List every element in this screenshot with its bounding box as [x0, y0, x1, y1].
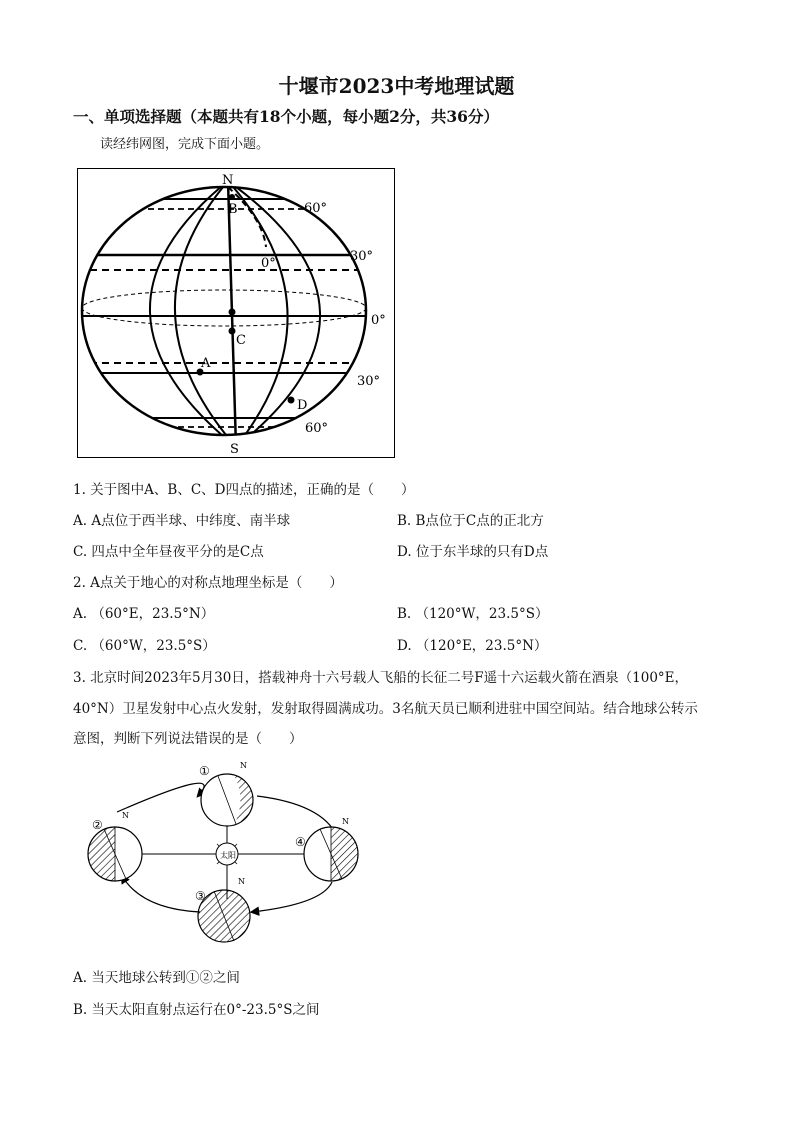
label-lat60-bottom: 60° [305, 421, 329, 436]
label-north: N [222, 173, 234, 188]
label-position-4: ④ [295, 835, 306, 849]
question-2-option-c[interactable]: C. （60°W，23.5°S） [73, 638, 216, 654]
label-point-d: D [297, 398, 308, 413]
question-3-stem-line1: 3. 北京时间2023年5月30日，搭载神舟十六号载人飞船的长征二号F遥十六运载火箭在酒泉（100°E， [73, 670, 689, 686]
label-point-b: B [228, 202, 238, 217]
north-label-1: N [240, 761, 247, 770]
question-2-option-a[interactable]: A. （60°E，23.5°N） [73, 606, 215, 622]
label-lat60-top: 60° [304, 201, 328, 216]
question-3-stem-line2: 40°N）卫星发射中心点火发射，发射取得圆满成功。3名航天员已顺利进驻中国空间站。结合地球公转示 [73, 701, 698, 717]
question-1-option-d[interactable]: D. 位于东半球的只有D点 [397, 544, 549, 560]
label-lat30-bottom: 30° [357, 374, 381, 389]
question-1-option-c[interactable]: C. 四点中全年昼夜平分的是C点 [73, 544, 264, 560]
intro-text: 读经纬网图，完成下面小题。 [100, 137, 270, 152]
earth-position-2 [88, 827, 142, 881]
globe-outline [82, 187, 366, 435]
question-3-option-a[interactable]: A. 当天地球公转到①②之间 [73, 970, 240, 986]
section-heading: 一、单项选择题（本题共有18个小题，每小题2分，共36分） [73, 107, 499, 126]
question-2-option-b[interactable]: B. （120°W，23.5°S） [397, 606, 549, 622]
question-2-option-d[interactable]: D. （120°E，23.5°N） [397, 638, 548, 654]
label-position-2: ② [92, 818, 103, 832]
question-1-option-b[interactable]: B. B点位于C点的正北方 [397, 513, 544, 529]
point-d-dot [288, 397, 295, 404]
graticule-svg [78, 169, 393, 456]
earth-position-1 [201, 774, 253, 826]
label-point-a: A [201, 356, 211, 371]
label-lat0: 0° [371, 313, 386, 328]
question-1-option-a[interactable]: A. A点位于西半球、中纬度、南半球 [73, 513, 291, 529]
revolution-svg [82, 754, 382, 946]
question-1-stem: 1. 关于图中A、B、C、D四点的描述，正确的是（ ） [73, 482, 415, 498]
label-lat30-top: 30° [350, 249, 374, 264]
revolution-figure [82, 754, 382, 946]
label-south: S [230, 442, 239, 456]
label-lon0: 0° [261, 256, 276, 271]
earth-position-4 [304, 827, 358, 881]
north-label-4: N [342, 817, 349, 826]
graticule-figure [77, 168, 395, 458]
point-b-dot [229, 309, 236, 316]
label-position-3: ③ [195, 889, 206, 903]
north-label-2: N [122, 811, 129, 820]
label-point-c: C [236, 333, 246, 348]
question-3-option-b[interactable]: B. 当天太阳直射点运行在0°-23.5°S之间 [73, 1002, 320, 1018]
page-title: 十堰市2023中考地理试题 [278, 74, 515, 98]
north-label-3: N [238, 877, 245, 886]
earth-position-3 [198, 890, 250, 942]
sun-label: 太阳 [220, 851, 236, 860]
question-2-stem: 2. A点关于地心的对称点地理坐标是（ ） [73, 575, 343, 591]
point-c-dot [229, 328, 236, 335]
question-3-stem-line3: 意图，判断下列说法错误的是（ ） [73, 731, 303, 747]
label-position-1: ① [199, 764, 210, 778]
